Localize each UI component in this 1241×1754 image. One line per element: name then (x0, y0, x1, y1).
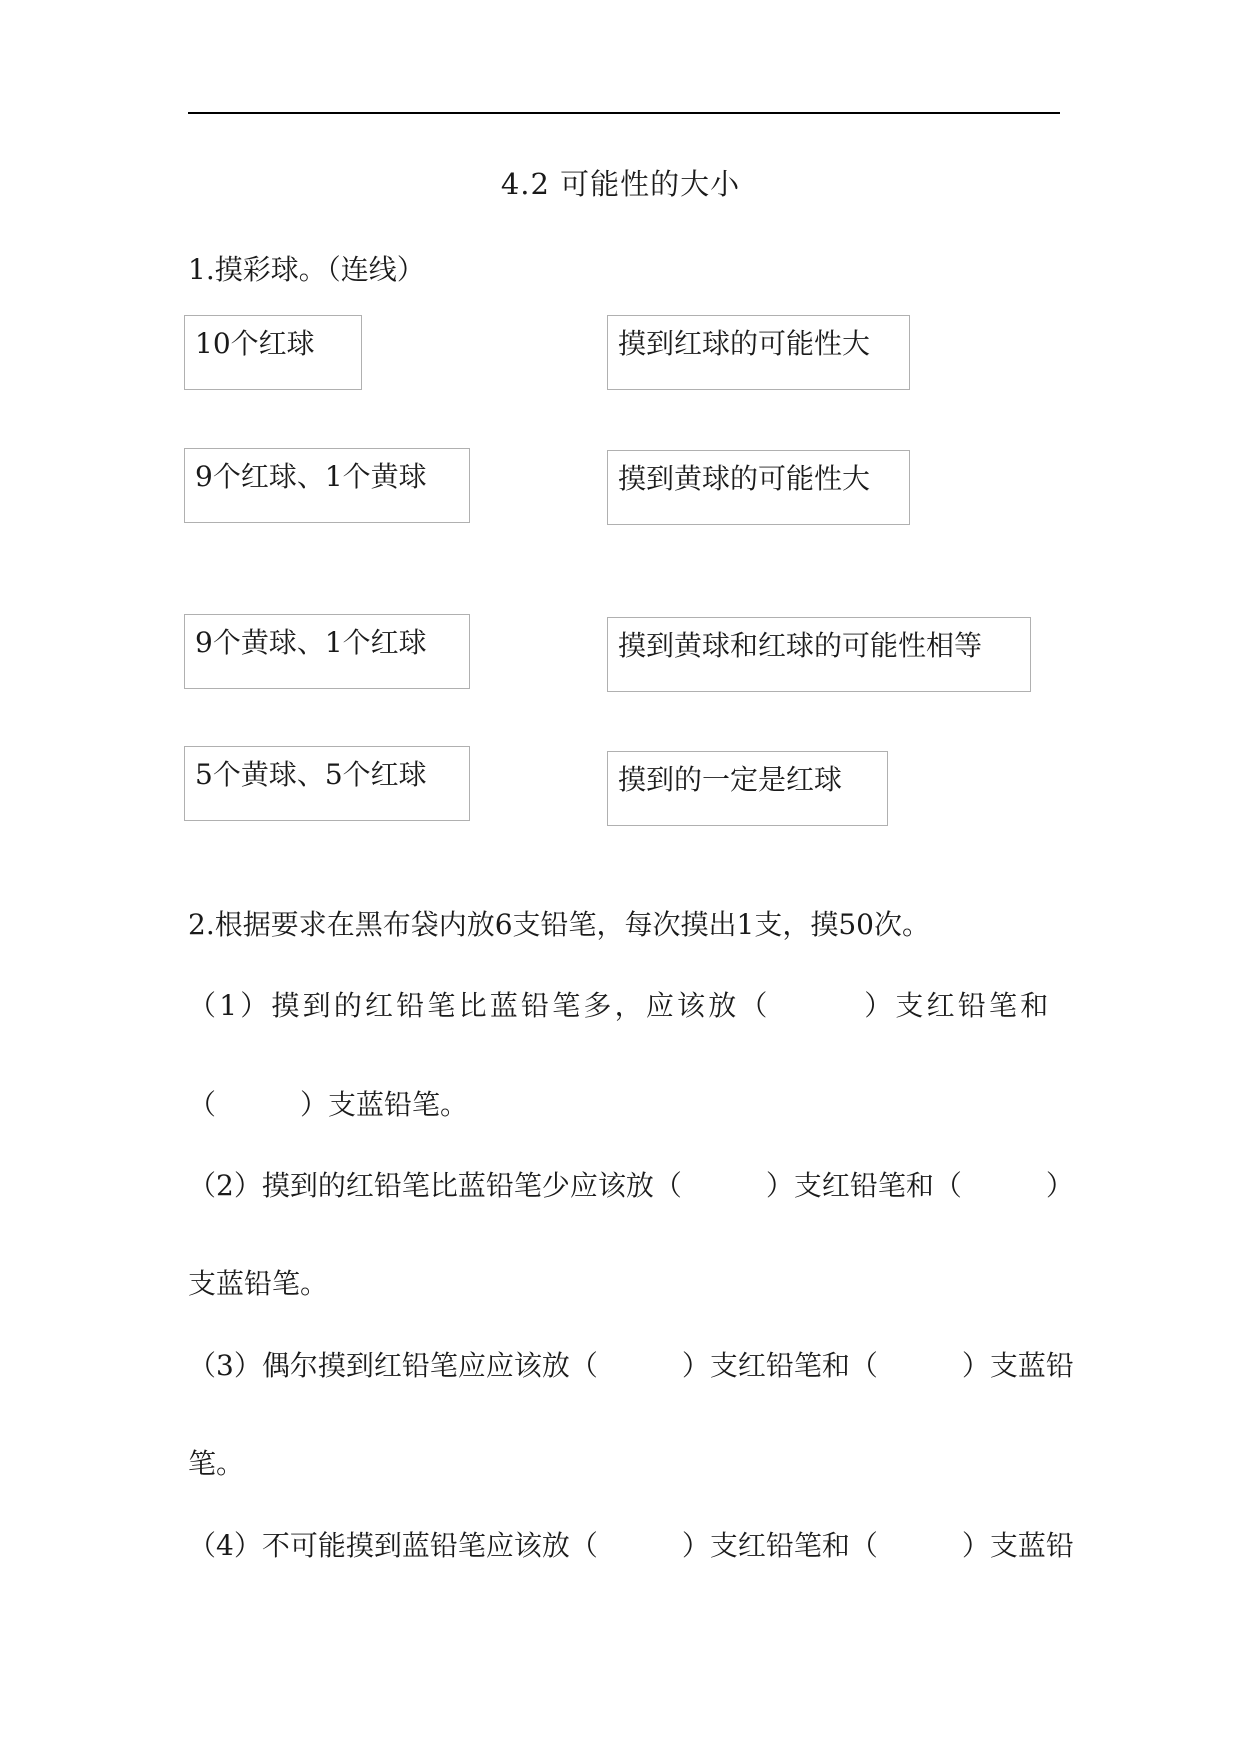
left-item-1[interactable]: 10个红球 (184, 315, 362, 390)
page-title: 4.2 可能性的大小 (500, 167, 741, 201)
question-1-heading: 1.摸彩球。（连线） (188, 253, 425, 286)
left-item-4[interactable]: 5个黄球、5个红球 (184, 746, 470, 821)
question-2-line-7: （4）不可能摸到蓝铅笔应该放（ ）支红铅笔和（ ）支蓝铅 (188, 1529, 1074, 1562)
header-rule (188, 112, 1060, 114)
left-item-3[interactable]: 9个黄球、1个红球 (184, 614, 470, 689)
question-2-line-3: （2）摸到的红铅笔比蓝铅笔少应该放（ ）支红铅笔和（ ） (188, 1169, 1074, 1202)
right-item-3[interactable]: 摸到黄球和红球的可能性相等 (607, 617, 1031, 692)
question-2-line-2: （ ）支蓝铅笔。 (188, 1088, 469, 1121)
question-2-line-6: 笔。 (188, 1447, 245, 1480)
right-item-2[interactable]: 摸到黄球的可能性大 (607, 450, 910, 525)
right-item-1[interactable]: 摸到红球的可能性大 (607, 315, 910, 390)
question-2-line-4: 支蓝铅笔。 (188, 1267, 329, 1300)
question-2-heading: 2.根据要求在黑布袋内放6支铅笔，每次摸出1支，摸50次。 (188, 908, 930, 941)
right-item-4[interactable]: 摸到的一定是红球 (607, 751, 888, 826)
question-2-line-1: （1）摸到的红铅笔比蓝铅笔多，应该放（ ）支红铅笔和 (188, 989, 1052, 1022)
question-2-line-5: （3）偶尔摸到红铅笔应应该放（ ）支红铅笔和（ ）支蓝铅 (188, 1349, 1074, 1382)
left-item-2[interactable]: 9个红球、1个黄球 (184, 448, 470, 523)
